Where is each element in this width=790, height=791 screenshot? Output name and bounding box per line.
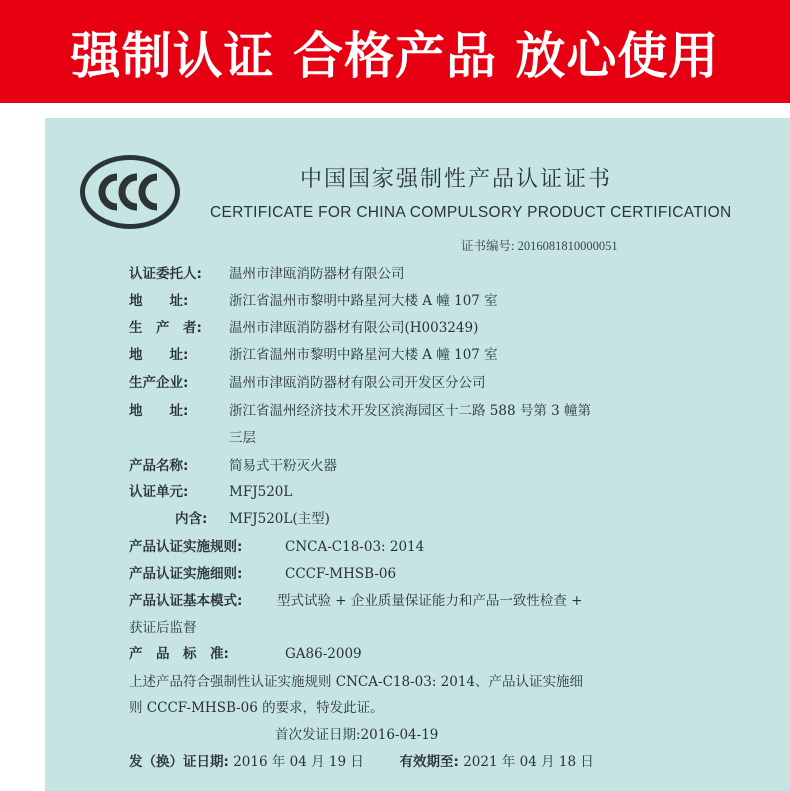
field-label: 产品认证实施细则: (129, 566, 243, 582)
field-value: CNCA-C18-03: 2014 (285, 539, 425, 555)
field-value: MFJ520L (229, 484, 293, 500)
field-factory-address-cont (229, 426, 256, 446)
field-label: 认证单元: (129, 484, 189, 500)
field-label: 地 址: (129, 293, 189, 309)
certificate (45, 118, 790, 791)
field-value: 型式试验 + 企业质量保证能力和产品一致性检查 + (277, 593, 583, 609)
field-value: GA86-2009 (285, 646, 362, 662)
field-value: 浙江省温州市黎明中路星河大楼 A 幢 107 室 (229, 347, 498, 363)
field-label: 产品认证基本模式: (129, 593, 243, 609)
issue-validity-row (129, 750, 594, 770)
field-manufacturer-address (129, 343, 498, 363)
field-factory-address (129, 399, 591, 419)
valid-until-label: 有效期至: (399, 754, 459, 770)
field-factory (129, 371, 486, 391)
field-implementation-rules (129, 535, 424, 555)
field-label: 生产企业: (129, 375, 189, 391)
promo-banner (0, 0, 790, 103)
field-label: 地 址: (129, 347, 189, 363)
field-basic-mode-cont (129, 616, 197, 636)
field-applicant (129, 262, 405, 282)
field-value: 温州市津瓯消防器材有限公司 (229, 266, 405, 282)
field-label: 产 品 标 准: (129, 646, 229, 662)
field-value: 浙江省温州市黎明中路星河大楼 A 幢 107 室 (229, 293, 498, 309)
certificate-title-cn: 中国国家强制性产品认证证书 (300, 167, 613, 192)
field-label: 产品名称: (129, 458, 189, 474)
field-value: CCCF-MHSB-06 (285, 566, 397, 582)
field-includes (175, 507, 330, 527)
statement-line-2: 则 CCCF-MHSB-06 的要求，特发此证。 (129, 700, 384, 716)
first-issue-date: 首次发证日期:2016-04-19 (275, 727, 439, 743)
field-value: 温州市津瓯消防器材有限公司(H003249) (229, 320, 479, 336)
issue-date-label: 发（换）证日期: (129, 754, 229, 770)
field-applicant-address (129, 289, 498, 309)
field-label: 地 址: (129, 403, 189, 419)
field-label: 内含: (175, 511, 208, 527)
field-cert-unit (129, 480, 292, 500)
statement-line-1: 上述产品符合强制性认证实施规则 CNCA-C18-03: 2014、产品认证实施细 (129, 674, 584, 690)
field-product-name (129, 454, 337, 474)
valid-until-value: 2021 年 04 月 18 日 (463, 754, 594, 770)
field-value: 获证后监督 (129, 620, 197, 636)
issue-date-value: 2016 年 04 月 19 日 (233, 754, 364, 770)
field-value: 浙江省温州经济技术开发区滨海园区十二路 588 号第 3 幢第 (229, 403, 592, 419)
field-product-standard (129, 642, 362, 662)
field-value: MFJ520L(主型) (229, 511, 330, 527)
ccc-mark-icon (77, 152, 183, 236)
field-label: 生 产 者: (129, 320, 202, 336)
field-basic-mode (129, 589, 583, 609)
field-value: 温州市津瓯消防器材有限公司开发区分公司 (229, 375, 486, 391)
certificate-title-en: CERTIFICATE FOR CHINA COMPULSORY PRODUCT CERTIFICATION (210, 204, 732, 221)
banner-text: 强制认证 合格产品 放心使用 (70, 26, 720, 85)
certificate-number: 证书编号: 2016081810000051 (461, 239, 618, 253)
field-implementation-details (129, 562, 396, 582)
field-manufacturer (129, 316, 478, 336)
field-value: 简易式干粉灭火器 (229, 458, 337, 474)
field-label: 产品认证实施规则: (129, 539, 243, 555)
field-value: 三层 (229, 430, 256, 446)
field-label: 认证委托人: (129, 266, 202, 282)
